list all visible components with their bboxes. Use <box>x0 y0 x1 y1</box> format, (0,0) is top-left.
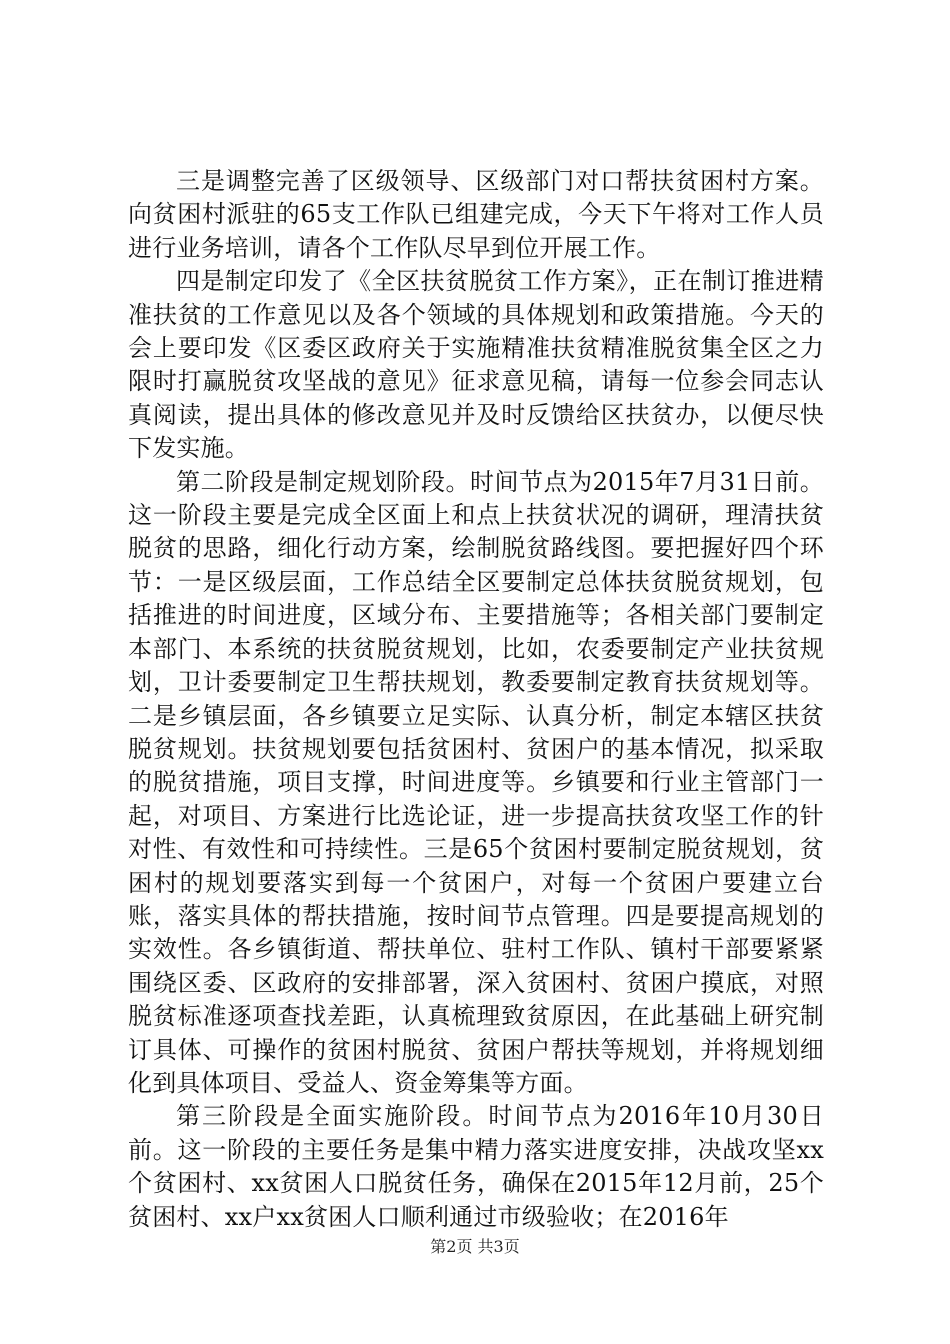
paragraph-3: 第二阶段是制定规划阶段。时间节点为2015年7月31日前。这一阶段主要是完成全区面上和点上扶贫状况的调研，理清扶贫脱贫的思路，细化行动方案，绘制脱贫路线图。要把握好四个环节：一是区级层面，工作总结全区要制定总体扶贫脱贫规划，包括推进的时间进度，区域分布、主要措施等；各相关部门要制定本部门、本系统的扶贫脱贫规划，比如，农委要制定产业扶贫规划，卫计委要制定卫生帮扶规划，教委要制定教育扶贫规划等。二是乡镇层面，各乡镇要立足实际、认真分析，制定本辖区扶贫脱贫规划。扶贫规划要包括贫困村、贫困户的基本情况，拟采取的脱贫措施，项目支撑，时间进度等。乡镇要和行业主管部门一起，对项目、方案进行比选论证，进一步提高扶贫攻坚工作的针对性、有效性和可持续性。三是65个贫困村要制定脱贫规划，贫困村的规划要落实到每一个贫困户，对每一个贫困户要建立台账，落实具体的帮扶措施，按时间节点管理。四是要提高规划的实效性。各乡镇街道、帮扶单位、驻村工作队、镇村干部要紧紧围绕区委、区政府的安排部署，深入贫困村、贫困户摸底，对照脱贫标准逐项查找差距，认真梳理致贫原因，在此基础上研究制订具体、可操作的贫困村脱贫、贫困户帮扶等规划，并将规划细化到具体项目、受益人、资金筹集等方面。 <box>128 467 824 1097</box>
paragraph-4: 第三阶段是全面实施阶段。时间节点为2016年10月30日前。这一阶段的主要任务是集中精力落实进度安排，决战攻坚xx个贫困村、xx贫困人口脱贫任务，确保在2015年12月前，25个贫困村、xx户xx贫困人口顺利通过市级验收；在2016年 <box>128 1102 824 1231</box>
document-body <box>128 165 824 1234</box>
paragraph-1: 三是调整完善了区级领导、区级部门对口帮扶贫困村方案。向贫困村派驻的65支工作队已组建完成，今天下午将对工作人员进行业务培训，请各个工作队尽早到位开展工作。 <box>128 167 824 262</box>
page-footer: 第2页 共3页 <box>430 1237 520 1256</box>
paragraph-2: 四是制定印发了《全区扶贫脱贫工作方案》，正在制订推进精准扶贫的工作意见以及各个领域的具体规划和政策措施。今天的会上要印发《区委区政府关于实施精准扶贫精准脱贫集全区之力限时打赢脱贫攻坚战的意见》征求意见稿，请每一位参会同志认真阅读，提出具体的修改意见并及时反馈给区扶贫办，以便尽快下发实施。 <box>128 267 824 463</box>
